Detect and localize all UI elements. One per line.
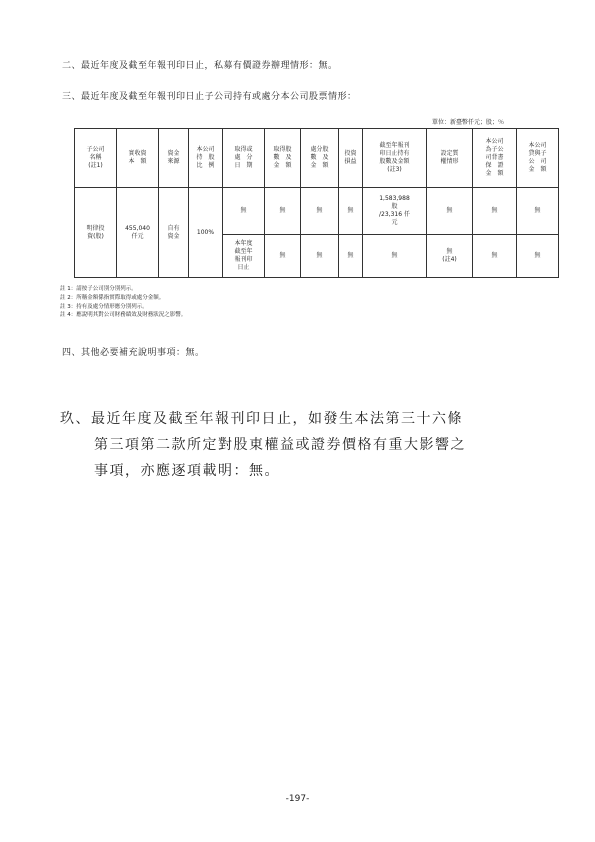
date-cell: 無	[223, 188, 265, 235]
subsidiary-shares-table	[74, 128, 559, 278]
guarantee-cell: 無	[473, 235, 517, 278]
header-cell: 子公司 名稱 (註1)	[75, 129, 117, 188]
capital-cell: 455,040 仟元	[117, 188, 159, 278]
section-nine-line: 事項，亦應逐項載明：無。	[94, 463, 280, 479]
fund-source-cell: 自有 資金	[159, 188, 189, 278]
header-cell: 取得或 處 分 日 期	[223, 129, 265, 188]
loan-cell: 無	[517, 235, 559, 278]
note-item: 註 2：所稱金額係指實際取得或處分金額。	[60, 294, 165, 301]
header-cell: 本公司 持 股 比 例	[189, 129, 223, 188]
note-item: 註 3：持有及處分情形應分別列示。	[60, 303, 148, 310]
pledge-cell: 無	[427, 188, 473, 235]
header-cell: 資金 來源	[159, 129, 189, 188]
disposed-cell: 無	[301, 188, 339, 235]
profit-cell: 無	[339, 188, 363, 235]
section-nine-line: 第三項第二款所定對股東權益或證券價格有重大影響之	[94, 437, 466, 453]
header-cell: 實收資 本 額	[117, 129, 159, 188]
note-item: 註 4：應說明其對公司財務績效及財務狀況之影響。	[60, 312, 187, 319]
note-item: 註 1：請按子公司別分別列示。	[60, 286, 137, 292]
company-name-cell: 明律投 資(股)	[75, 188, 117, 278]
header-cell: 取得股 數 及 金 額	[265, 129, 301, 188]
holding-ratio-cell: 100%	[189, 188, 223, 278]
header-cell: 本公司 為子公 司背書 保 證 金 額	[473, 129, 517, 188]
table-header-row	[75, 129, 559, 188]
header-cell: 設定質 權情形	[427, 129, 473, 188]
private-placement-paragraph: 二、最近年度及截至年報刊印日止，私募有價證券辦理情形：無。	[62, 61, 338, 71]
acquired-cell: 無	[265, 235, 301, 278]
guarantee-cell: 無	[473, 188, 517, 235]
other-notes-paragraph: 四、其他必要補充說明事項：無。	[62, 348, 205, 358]
date-cell: 本年度 截至年 報刊印 日止	[223, 235, 265, 278]
unit-note: 單位：新臺幣仟元；股；％	[432, 119, 505, 126]
table-row	[75, 188, 559, 235]
header-cell: 截至年報刊 印日止持有 股數及金額 (註3)	[363, 129, 427, 188]
header-cell: 處分股 數 及 金 額	[301, 129, 339, 188]
held-cell: 無	[363, 235, 427, 278]
subsidiary-shares-heading: 三、最近年度及截至年報刊印日止子公司持有或處分本公司股票情形：	[62, 92, 357, 102]
disposed-cell: 無	[301, 235, 339, 278]
held-cell: 1,583,988 股 /23,316 仟 元	[363, 188, 427, 235]
header-cell: 本公司 貸與子 公 司 金 額	[517, 129, 559, 188]
page-number: -197-	[285, 794, 310, 804]
pledge-cell: 無 (註4)	[427, 235, 473, 278]
header-cell: 投資 損益	[339, 129, 363, 188]
loan-cell: 無	[517, 188, 559, 235]
acquired-cell: 無	[265, 188, 301, 235]
profit-cell: 無	[339, 235, 363, 278]
section-nine-paragraph	[60, 406, 540, 484]
section-nine-line: 玖、最近年度及截至年報刊印日止，如發生本法第三十六條	[60, 411, 463, 427]
table-notes	[60, 285, 186, 320]
